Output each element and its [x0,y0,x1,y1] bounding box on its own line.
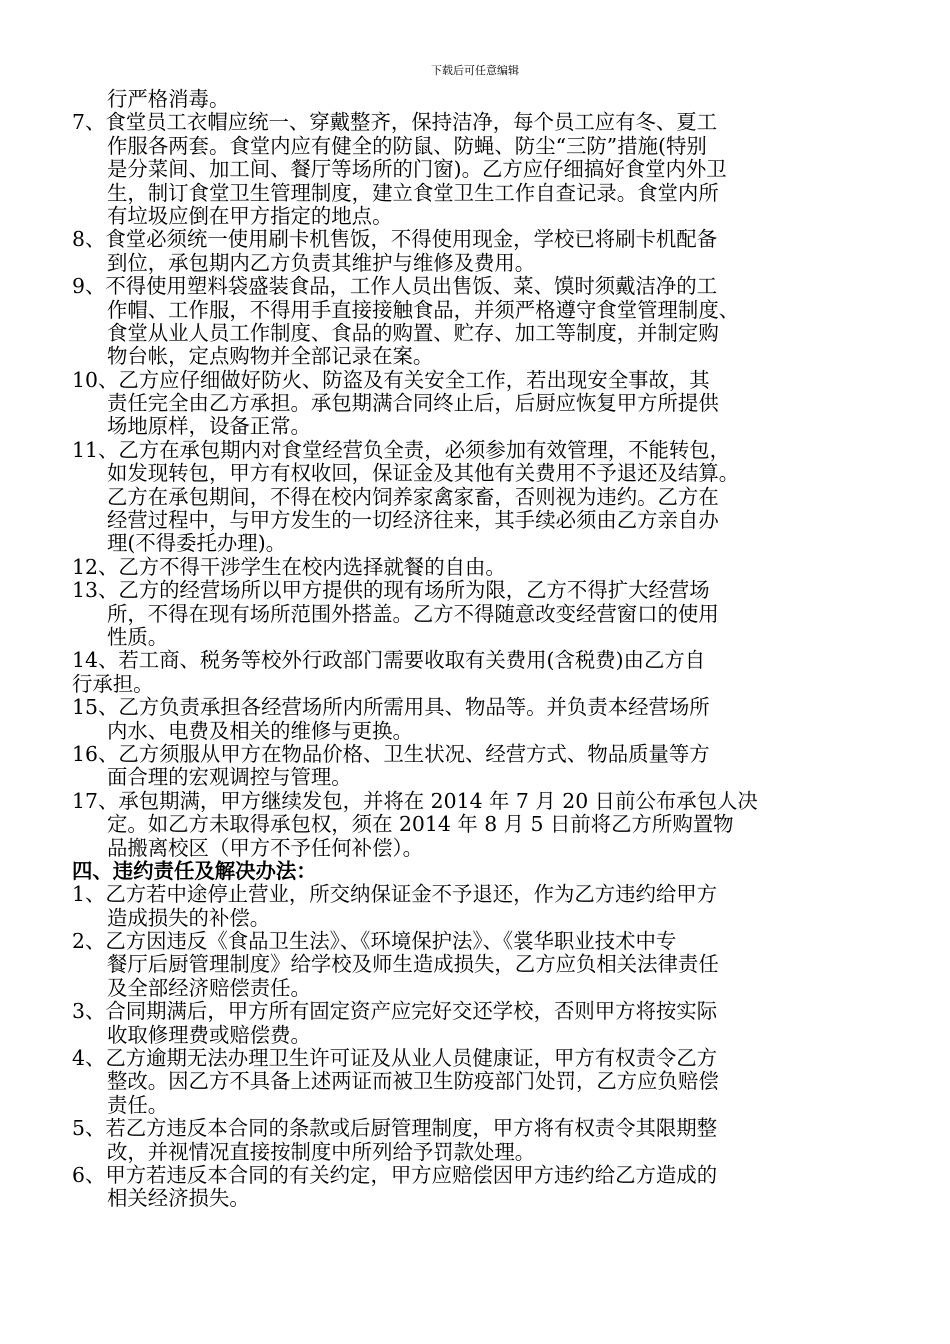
text-line: 14、若工商、税务等校外行政部门需要收取有关费用(含税费)由乙方自 [72,648,706,673]
text-line: 改，并视情况直接按制度中所列给予罚款处理。 [107,1139,536,1164]
text-line: 品搬离校区（甲方不予任何补偿）。 [107,835,424,860]
text-line: 行承担。 [72,671,154,696]
text-line: 5、若乙方违反本合同的条款或后厨管理制度，甲方将有权责令其限期整 [72,1116,718,1141]
text-line: 食堂从业人员工作制度、食品的购置、贮存、加工等制度，并制定购 [107,320,719,345]
text-line: 物台帐，定点购物并全部记录在案。 [107,344,434,369]
text-line: 10、乙方应仔细做好防火、防盗及有关安全工作，若出现安全事故，其 [72,367,710,392]
text-line: 作帽、工作服，不得用手直接接触食品，并须严格遵守食堂管理制度、 [107,297,740,322]
text-line: 相关经济损失。 [107,1186,250,1211]
section-title: 四、违约责任及解决办法： [72,858,317,883]
text-line: 3、合同期满后，甲方所有固定资产应完好交还学校，否则甲方将按实际 [72,999,718,1024]
text-line: 作服各两套。食堂内应有健全的防鼠、防蝇、防尘“三防”措施(特别 [107,133,707,158]
text-line: 到位，承包期内乙方负责其维护与维修及费用。 [107,250,536,275]
text-line: 16、乙方须服从甲方在物品价格、卫生状况、经营方式、物品质量等方 [72,741,710,766]
text-line: 定。如乙方未取得承包权，须在 2014 年 8 月 5 日前将乙方所购置物 [107,812,734,837]
document-body [72,88,892,1211]
text-line: 行严格消毒。 [107,87,230,111]
text-line: 收取修理费或赔偿费。 [107,1022,311,1047]
text-line: 造成损失的补偿。 [107,905,271,930]
text-line: 生，制订食堂卫生管理制度，建立食堂卫生工作自查记录。食堂内所 [107,180,719,205]
text-line: 所，不得在现有场所范围外搭盖。乙方不得随意改变经营窗口的使用 [107,601,719,626]
text-line: 及全部经济赔偿责任。 [107,975,311,1000]
text-line: 内水、电费及相关的维修与更换。 [107,718,413,743]
text-line: 6、甲方若违反本合同的有关约定，甲方应赔偿因甲方违约给乙方造成的 [72,1162,718,1187]
text-line: 12、乙方不得干涉学生在校内选择就餐的自由。 [72,554,506,579]
text-line: 场地原样，设备正常。 [107,414,311,439]
text-line: 如发现转包，甲方有权收回，保证金及其他有关费用不予退还及结算。 [107,461,740,486]
text-line: 乙方在承包期间，不得在校内饲养家禽家畜，否则视为违约。乙方在 [107,484,719,509]
text-line: 4、乙方逾期无法办理卫生许可证及从业人员健康证，甲方有权责令乙方 [72,1046,718,1071]
page-header-note: 下载后可任意编辑 [431,64,519,77]
text-line: 责任完全由乙方承担。承包期满合同终止后，后厨应恢复甲方所提供 [107,391,719,416]
text-line: 面合理的宏观调控与管理。 [107,765,352,790]
text-line: 有垃圾应倒在甲方指定的地点。 [107,203,393,228]
text-line: 9、不得使用塑料袋盛装食品，工作人员出售饭、菜、馍时须戴洁净的工 [72,274,718,299]
text-line: 1、乙方若中途停止营业，所交纳保证金不予退还，作为乙方违约给甲方 [72,882,718,907]
text-line: 15、乙方负责承担各经营场所内所需用具、物品等。并负责本经营场所 [72,695,710,720]
text-line: 责任。 [107,1092,169,1117]
text-line: 13、乙方的经营场所以甲方提供的现有场所为限，乙方不得扩大经营场 [72,578,710,603]
text-line: 7、食堂员工衣帽应统一、穿戴整齐，保持洁净，每个员工应有冬、夏工 [72,110,718,135]
text-line: 8、食堂必须统一使用刷卡机售饭，不得使用现金，学校已将刷卡机配备 [72,227,718,252]
text-line: 是分菜间、加工间、餐厅等场所的门窗)。乙方应仔细搞好食堂内外卫 [107,157,727,182]
text-line: 17、承包期满，甲方继续发包，并将在 2014 年 7 月 20 日前公布承包人决 [72,788,758,813]
text-line: 经营过程中，与甲方发生的一切经济往来，其手续必须由乙方亲自办 [107,508,719,533]
text-line: 理(不得委托办理)。 [107,531,287,556]
text-line: 11、乙方在承包期内对食堂经营负全责，必须参加有效管理，不能转包， [72,437,731,462]
text-line: 餐厅后厨管理制度》给学校及师生造成损失，乙方应负相关法律责任 [107,952,719,977]
text-line: 2、乙方因违反《食品卫生法》、《环境保护法》、《裳华职业技术中专 [72,929,677,954]
text-line: 性质。 [107,624,169,649]
text-line: 整改。因乙方不具备上述两证而被卫生防疫部门处罚，乙方应负赔偿 [107,1069,719,1094]
